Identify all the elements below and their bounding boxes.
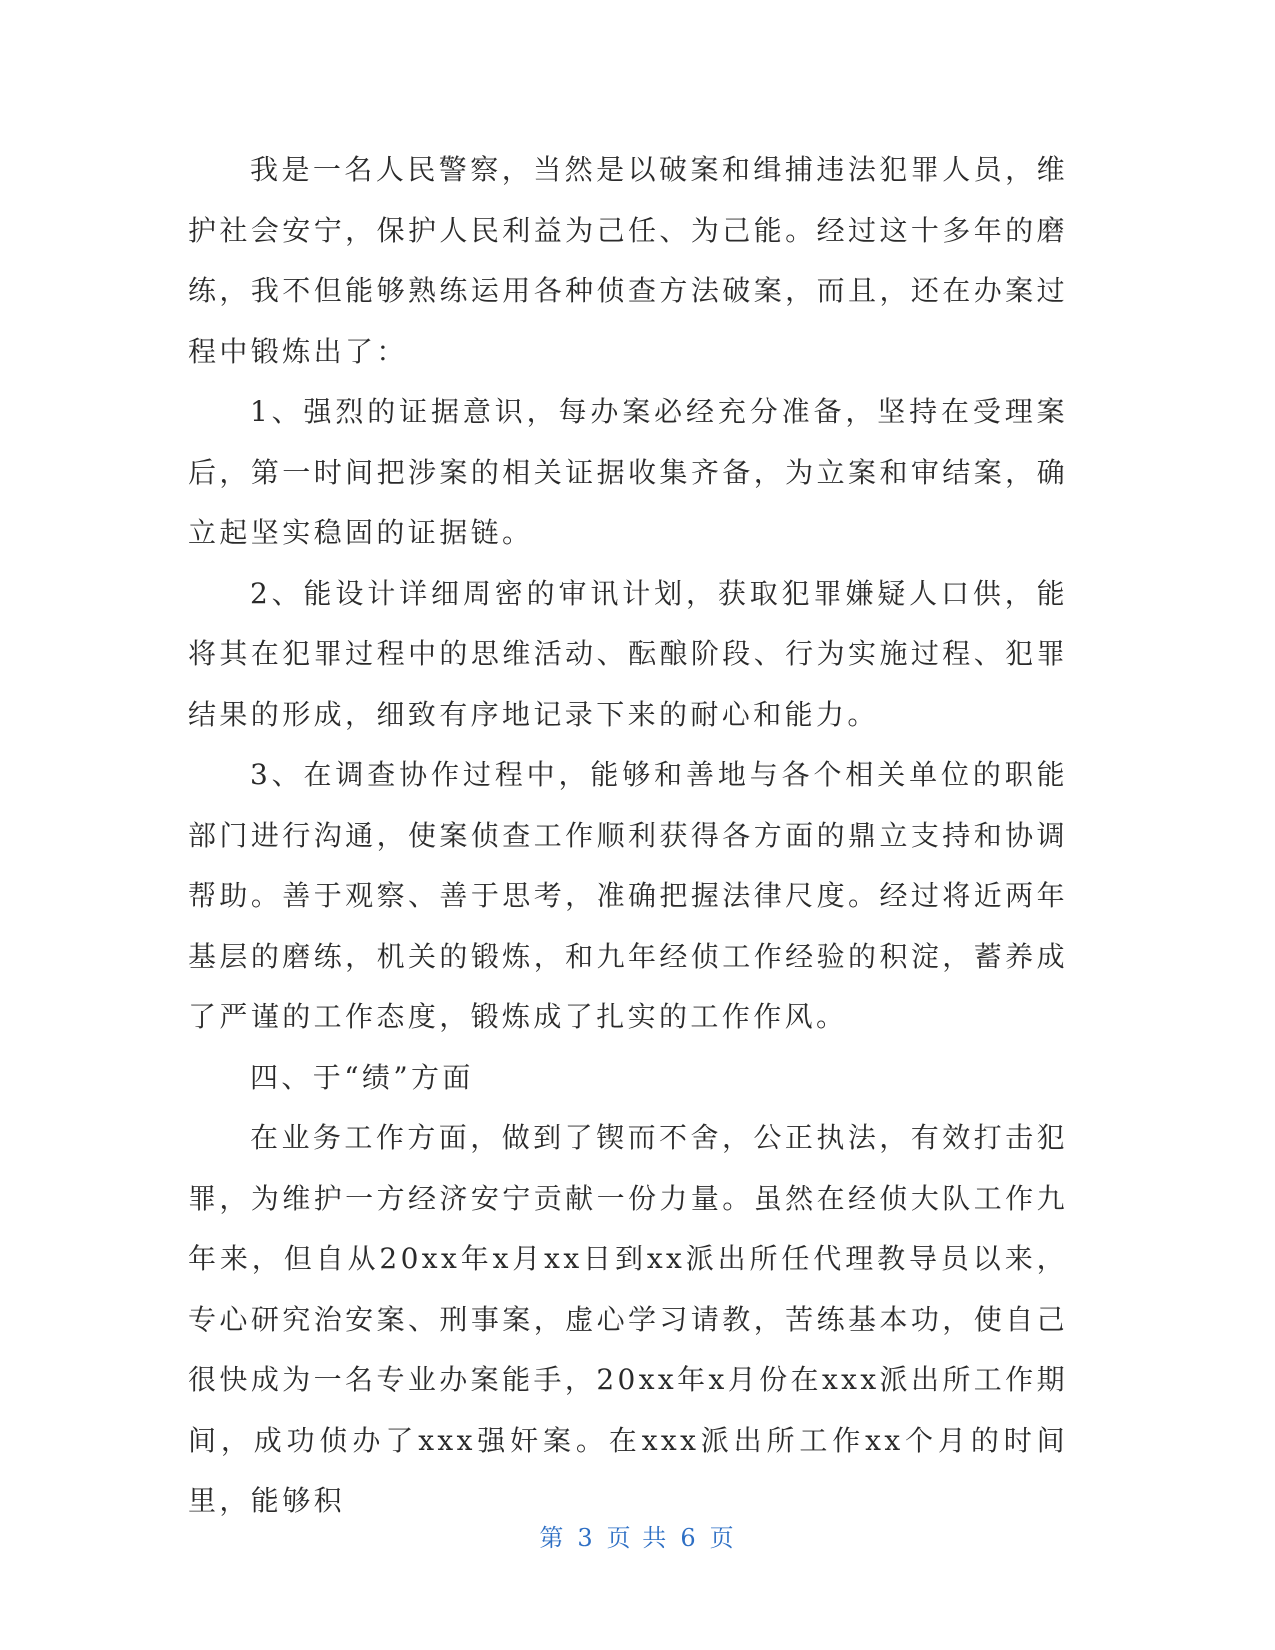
document-body <box>188 140 1068 1532</box>
current-page-number: 3 <box>577 1524 595 1552</box>
total-pages-number: 6 <box>680 1524 698 1552</box>
paragraph-item-1: 1、强烈的证据意识，每办案必经充分准备，坚持在受理案后，第一时间把涉案的相关证据收集齐备，为立案和审结案，确立起坚实稳固的证据链。 <box>188 395 1068 549</box>
paragraph-item-2: 2、能设计详细周密的审讯计划，获取犯罪嫌疑人口供，能将其在犯罪过程中的思维活动、酝酿阶段、行为实施过程、犯罪结果的形成，细致有序地记录下来的耐心和能力。 <box>188 576 1068 731</box>
footer-prefix: 第 <box>539 1524 566 1552</box>
paragraph-item-3: 3、在调查协作过程中，能够和善地与各个相关单位的职能部门进行沟通，使案侦查工作顺利获得各方面的鼎立支持和协调帮助。善于观察、善于思考，准确把握法律尺度。经过将近两年基层的磨练，机关的锻炼，和九年经侦工作经验的积淀，蓄养成了严谨的工作态度，锻炼成了扎实的工作作风。 <box>188 758 1068 1033</box>
footer-middle: 页 共 <box>606 1524 669 1552</box>
paragraph-achievements: 在业务工作方面，做到了锲而不舍，公正执法，有效打击犯罪，为维护一方经济安宁贡献一份力量。虽然在经侦大队工作九年来，但自从20xx年x月xx日到xx派出所任代理教导员以来，专心研究治安案、刑事案，虚心学习请教，苦练基本功，使自己很快成为一名专业办案能手，20xx年x月份在xxx派出所工作期间，成功侦办了xxx强奸案。在xxx派出所工作xx个月的时间里，能够积 <box>188 1121 1068 1517</box>
paragraph-intro: 我是一名人民警察，当然是以破案和缉捕违法犯罪人员，维护社会安宁，保护人民利益为己任、为己能。经过这十多年的磨练，我不但能够熟练运用各种侦查方法破案，而且，还在办案过程中锻炼出了： <box>188 153 1068 368</box>
footer-suffix: 页 <box>709 1524 736 1552</box>
section-heading: 四、于“绩”方面 <box>250 1060 474 1094</box>
page-footer <box>0 1518 1275 1553</box>
